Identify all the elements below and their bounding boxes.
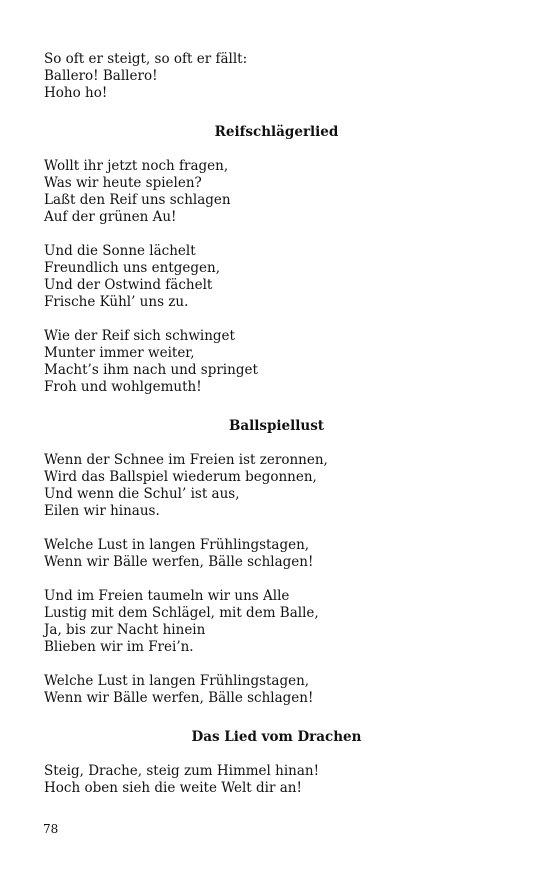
verse-line: Wollt ihr jetzt noch fragen, [44, 158, 229, 174]
verse-line: Laßt den Reif uns schlagen [44, 192, 231, 208]
verse-line: Hoch oben sieh die weite Welt dir an! [44, 780, 302, 796]
verse-line: Wenn wir Bälle werfen, Bälle schlagen! [44, 554, 314, 570]
verse-line: Blieben wir im Frei’n. [44, 639, 194, 655]
stanza [44, 537, 509, 571]
verse-line: Auf der grünen Au! [44, 209, 177, 225]
verse-line: Eilen wir hinaus. [44, 503, 160, 519]
page-number: 78 [43, 822, 59, 836]
verse-line: Frische Kühl’ uns zu. [44, 294, 189, 310]
verse-line: Hoho ho! [44, 85, 108, 101]
verse-line: Welche Lust in langen Frühlingstagen, [44, 537, 310, 553]
verse-line: Wird das Ballspiel wiederum begonnen, [44, 469, 317, 485]
verse-line: Was wir heute spielen? [44, 175, 202, 191]
verse-line: Und im Freien taumeln wir uns Alle [44, 588, 290, 604]
stanza [44, 243, 509, 311]
poem-title: Reifschlägerlied [214, 124, 339, 140]
stanza [44, 158, 509, 226]
verse-line: Lustig mit dem Schlägel, mit dem Balle, [44, 605, 319, 621]
verse-line: Wenn der Schnee im Freien ist zeronnen, [44, 452, 328, 468]
verse-line: Welche Lust in langen Frühlingstagen, [44, 673, 310, 689]
stanza [44, 51, 509, 102]
stanza [44, 328, 509, 396]
stanza [44, 588, 509, 656]
verse-line: Und der Ostwind fächelt [44, 277, 213, 293]
verse-line: Macht’s ihm nach und springet [44, 362, 258, 378]
stanza [44, 763, 509, 797]
verse-line: Steig, Drache, steig zum Himmel hinan! [44, 763, 320, 779]
stanza [44, 673, 509, 707]
verse-line: Froh und wohlgemuth! [44, 379, 202, 395]
verse-line: Wenn wir Bälle werfen, Bälle schlagen! [44, 690, 314, 706]
verse-line: Und wenn die Schul’ ist aus, [44, 486, 240, 502]
verse-line: Wie der Reif sich schwinget [44, 328, 235, 344]
poem-title: Ballspiellust [228, 418, 325, 434]
verse-line: Ballero! Ballero! [44, 68, 158, 84]
verse-line: So oft er steigt, so oft er fällt: [44, 51, 248, 67]
stanza [44, 452, 509, 520]
poem-title: Das Lied vom Drachen [191, 729, 362, 745]
verse-line: Und die Sonne lächelt [44, 243, 196, 259]
verse-line: Munter immer weiter, [44, 345, 195, 361]
verse-line: Freundlich uns entgegen, [44, 260, 220, 276]
page-content [44, 51, 509, 797]
verse-line: Ja, bis zur Nacht hinein [44, 622, 206, 638]
